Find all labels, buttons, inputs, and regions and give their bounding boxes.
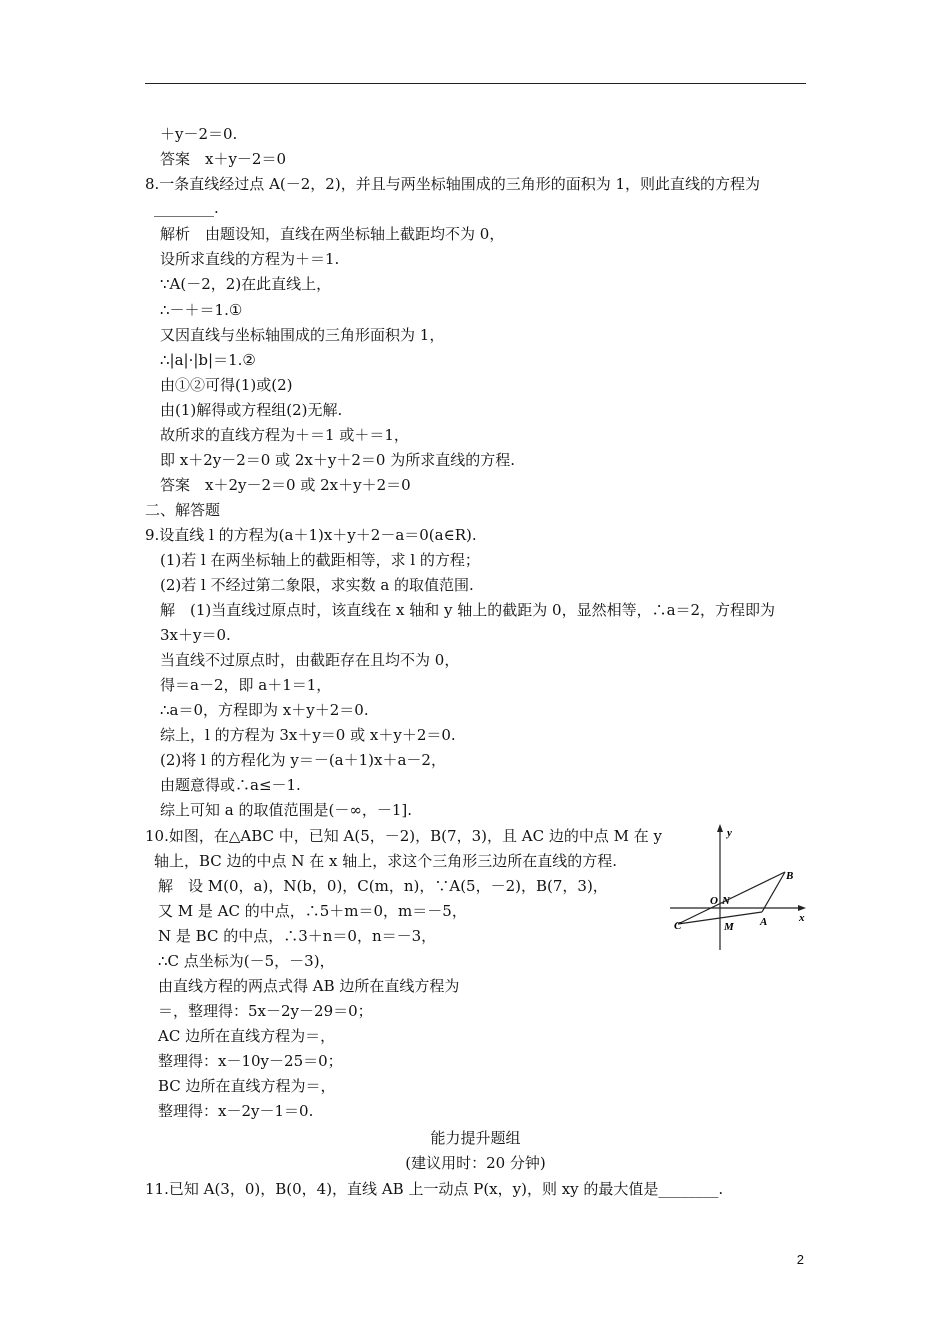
question-8: 8.一条直线经过点 A(－2，2)，并且与两坐标轴围成的三角形的面积为 1，则此直线的方程为 [145,175,761,193]
text-line: 3x＋y＝0. [160,626,231,644]
x-arrow [798,905,806,911]
text-line: 由(1)解得或方程组(2)无解. [160,401,343,419]
text-line: 由①②可得(1)或(2) [160,376,293,394]
text-line: (1)若 l 在两坐标轴上的截距相等，求 l 的方程； [160,551,480,569]
text-line: 由题意得或∴a≤－1. [160,776,301,794]
text-line: ∵A(－2，2)在此直线上， [160,275,332,293]
text-line: ＋y－2＝0. [160,125,238,143]
text-line: 整理得：x－10y－25＝0； [158,1052,343,1070]
text-line: ∴－＋＝1.① [160,301,243,319]
text-line: BC 边所在直线方程为＝， [158,1077,336,1095]
text-line: ∴a＝0，方程即为 x＋y＋2＝0. [160,701,369,719]
y-arrow [717,824,723,832]
section-title: 能力提升题组 [430,1129,521,1147]
text-line: ＝，整理得：5x－2y－29＝0； [158,1002,373,1020]
text-line: 又 M 是 AC 的中点，∴5＋m＝0，m＝－5， [158,902,467,920]
question-10: 10.如图，在△ABC 中，已知 A(5，－2)，B(7，3)，且 AC 边的中点 M 在 y [145,827,662,845]
text-line: 故所求的直线方程为＋＝1 或＋＝1， [160,426,409,444]
section-subtitle: (建议用时：20 分钟) [405,1154,546,1172]
text-line: 答案 x＋y－2＝0 [160,150,287,168]
text-line: 解 (1)当直线过原点时，该直线在 x 轴和 y 轴上的截距为 0，显然相等，∴a＝2，方程即为 [160,601,776,619]
text-line: ∴C 点坐标为(－5，－3)， [158,952,335,970]
text-line: 解析 由题设知，直线在两坐标轴上截距均不为 0， [160,225,505,243]
label-m: M [724,921,734,933]
text-line: 综上可知 a 的取值范围是(－∞，－1]. [160,801,412,819]
label-b: B [786,870,794,882]
question-9: 9.设直线 l 的方程为(a＋1)x＋y＋2－a＝0(a∈R). [145,526,477,544]
label-n: N [722,895,730,907]
page-number: 2 [796,1252,804,1267]
text-line: 又因直线与坐标轴围成的三角形面积为 1， [160,326,445,344]
answer-blank: ________. [154,199,219,217]
text-line: 得＝a－2，即 a＋1＝1， [160,676,332,694]
text-line: (2)将 l 的方程化为 y＝－(a＋1)x＋a－2， [160,751,446,769]
label-x: x [799,912,805,924]
text-line: 综上，l 的方程为 3x＋y＝0 或 x＋y＋2＝0. [160,726,456,744]
label-a: A [760,916,768,928]
triangle-figure [665,822,815,954]
text-line: AC 边所在直线方程为＝， [158,1027,336,1045]
text-line: 由直线方程的两点式得 AB 边所在直线方程为 [158,977,460,995]
text-line: 整理得：x－2y－1＝0. [158,1102,314,1120]
text-line: (2)若 l 不经过第二象限，求实数 a 的取值范围. [160,576,474,594]
text-line: 当直线不过原点时，由截距存在且均不为 0， [160,651,460,669]
text-line: 设所求直线的方程为＋＝1. [160,250,340,268]
text-line: 答案 x＋2y－2＝0 或 2x＋y＋2＝0 [160,476,411,494]
text-line: ∴|a|·|b|＝1.② [160,351,256,369]
text-line: N 是 BC 的中点，∴3＋n＝0，n＝－3， [158,927,437,945]
label-y: y [727,827,732,839]
question-11: 11.已知 A(3，0)，B(0，4)，直线 AB 上一动点 P(x，y)，则 xy 的最大值是________. [145,1180,724,1198]
section-heading: 二、解答题 [145,501,221,519]
header-rule [145,83,806,84]
label-c: C [674,920,682,932]
text-line: 轴上，BC 边的中点 N 在 x 轴上，求这个三角形三边所在直线的方程. [154,852,617,870]
text-line: 解 设 M(0，a)，N(b，0)，C(m，n)，∵A(5，－2)，B(7，3)， [158,877,608,895]
text-line: 即 x＋2y－2＝0 或 2x＋y＋2＝0 为所求直线的方程. [160,451,515,469]
label-o: O [710,895,718,907]
